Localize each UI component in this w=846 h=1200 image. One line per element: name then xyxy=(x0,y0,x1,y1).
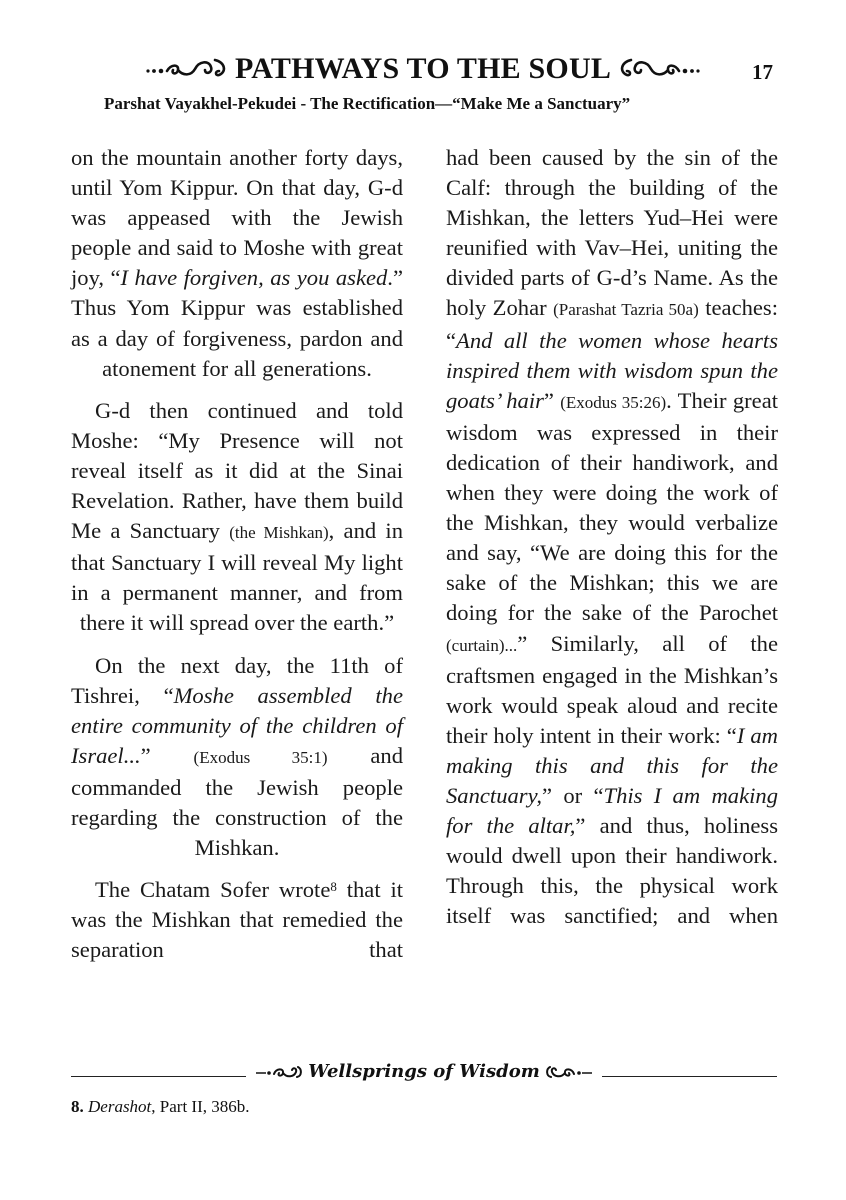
parenthetical: (curtain)... xyxy=(446,635,518,655)
chapter-subtitle: Parshat Vayakhel-Pekudei - The Rectification—“Make Me a Sanctuary” xyxy=(104,94,631,113)
right-text-column xyxy=(446,143,778,931)
text: ” and thus, holiness would dwell upon their handiwork. Through this, the physical work itself was sanctified; and when xyxy=(446,813,778,929)
divider-line xyxy=(602,1076,777,1077)
text: On the next day, the 11th of Tishrei, “ xyxy=(71,652,403,708)
right-flourish-ornament-icon xyxy=(615,52,701,86)
text: teaches: “ xyxy=(446,295,778,353)
paragraph xyxy=(71,143,403,384)
paragraph xyxy=(446,143,778,931)
page-number: 17 xyxy=(752,60,773,84)
text: ” Similarly, all of the craftsmen engaged in the Mishkan’s work would speak aloud and recite their holy intent in their work: “ xyxy=(446,630,778,748)
parenthetical: (the Mishkan) xyxy=(229,523,329,543)
divider-label: Wellsprings of Wisdom xyxy=(308,1061,540,1082)
left-scroll-ornament-icon xyxy=(256,1064,302,1080)
footnote-reference[interactable]: 8 xyxy=(330,879,337,895)
text: G-d then continued and told Moshe: “My Presence will not reveal itself as it did at the Sinai Revelation. Rather, have them build Me a Sanctuary xyxy=(71,397,403,544)
footnote-source-title: Derashot xyxy=(88,1097,152,1116)
publication-title: PATHWAYS TO THE SOUL xyxy=(234,52,612,86)
footnote xyxy=(71,1097,250,1117)
footnote-divider xyxy=(71,1061,777,1089)
citation: (Exodus 35:1) xyxy=(193,747,328,767)
text: that it was the Mishkan that remedied the separation that xyxy=(71,877,404,963)
paragraph xyxy=(71,875,403,965)
text: The Chatam Sofer wrote xyxy=(95,877,331,903)
text: , and in that Sanctuary I will reveal My light in a permanent manner, and from there it will spread over the earth.” xyxy=(71,518,403,636)
quote-italic: I am making this and this for the Sanctuary, xyxy=(446,722,778,808)
divider-line xyxy=(71,1076,246,1077)
running-header xyxy=(0,50,846,86)
text: ” xyxy=(140,742,194,768)
right-scroll-ornament-icon xyxy=(546,1064,592,1080)
quote-italic: This I am making for the altar, xyxy=(446,782,778,839)
citation: (Exodus 35:26) xyxy=(560,392,667,412)
citation: (Parashat Tazria 50a) xyxy=(553,300,699,320)
left-text-column xyxy=(71,143,403,965)
text: and commanded the Jewish people regarding the construction of the Mishkan. xyxy=(71,742,403,861)
paragraph xyxy=(71,651,403,864)
quote-italic: And all the women whose hearts inspired them with wisdom spun the goats’ hair xyxy=(446,327,778,413)
quote-italic: Moshe assembled the entire community of the children of Israel... xyxy=(71,682,404,768)
text: on the mountain another forty days, until Yom Kippur. On that day, G-d was appeased with the Jewish people and said to Moshe with great joy, “ xyxy=(71,145,403,291)
quote-italic: I have forgiven, as you asked xyxy=(120,265,388,291)
left-flourish-ornament-icon xyxy=(145,52,231,86)
text: ” or “ xyxy=(542,782,604,808)
divider-label-group xyxy=(241,1061,607,1082)
text: had been caused by the sin of the Calf: through the building of the Mishkan, the letters Yud–Hei were reunified with Vav–Hei, uniting the divided parts of G-d’s Name. As the holy Zohar xyxy=(446,145,778,321)
footnote-number: 8. xyxy=(71,1097,84,1116)
text: .” Thus Yom Kippur was established as a day of forgiveness, pardon and atonement for all generations. xyxy=(71,265,403,381)
paragraph xyxy=(71,396,403,639)
text: . Their great wisdom was expressed in their dedication of their handiwork, and when they were doing the work of the Mishkan, they would verbalize and say, “We are doing this for the sake of the Mishkan; this we are doing for the sake of the Parochet xyxy=(446,387,778,626)
text: ” xyxy=(543,387,561,413)
footnote-text: , Part II, 386b. xyxy=(151,1097,250,1116)
